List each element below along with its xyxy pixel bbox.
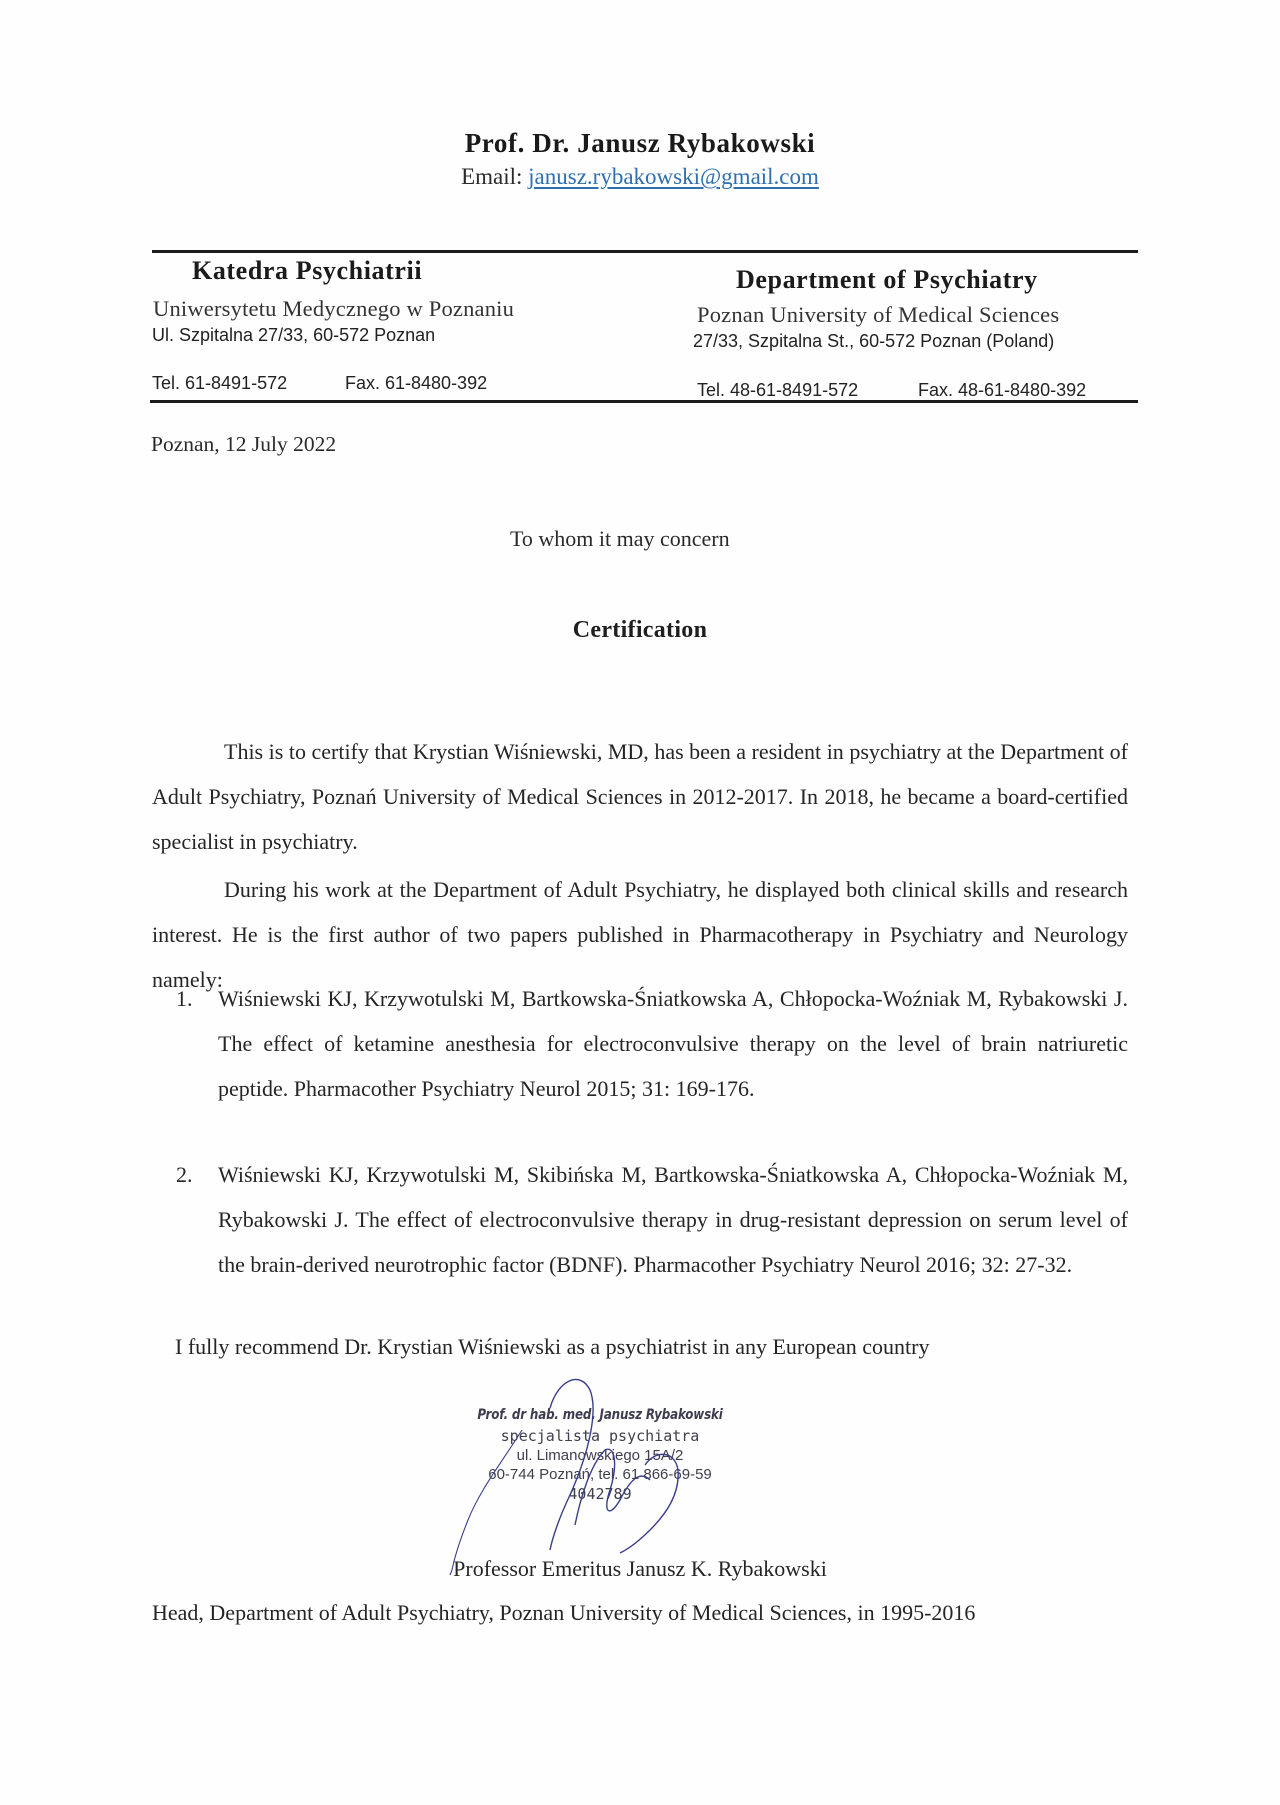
english-university: Poznan University of Medical Sciences <box>697 302 1060 327</box>
letterhead-email-line <box>0 164 1280 190</box>
email-link[interactable]: janusz.rybakowski@gmail.com <box>528 164 819 189</box>
letter-date: Poznan, 12 July 2022 <box>151 432 337 456</box>
header-rule-bottom <box>150 400 1138 403</box>
english-address: 27/33, Szpitalna St., 60-572 Poznan (Poland) <box>693 331 1055 351</box>
certification-title: Certification <box>572 617 708 643</box>
polish-fax: Fax. 61-8480-392 <box>345 373 488 393</box>
reference-number: 2. <box>176 1162 193 1187</box>
reference-list <box>152 976 1128 1287</box>
stamp-name: Prof. dr hab. med. Janusz Rybakowski <box>477 1407 723 1423</box>
reference-item <box>152 1152 1128 1287</box>
paragraph-residency: This is to certify that Krystian Wiśniewski, MD, has been a resident in psychiatry at the Department of Adult Psychiatry, Poznań University of Medical Sciences in 2012-2017. In 2018, he became a board-certified specialist in psychiatry. <box>152 739 1128 854</box>
english-dept-title: Department of Psychiatry <box>736 265 1038 294</box>
recommendation: I fully recommend Dr. Krystian Wiśniewski as a psychiatrist in any European country <box>175 1334 930 1359</box>
email-label: Email: <box>461 164 529 189</box>
polish-university: Uniwersytetu Medycznego w Poznaniu <box>153 296 515 321</box>
english-fax: Fax. 48-61-8480-392 <box>918 380 1087 400</box>
english-phone: Tel. 48-61-8491-572 <box>697 380 859 400</box>
polish-dept-title: Katedra Psychiatrii <box>192 256 423 285</box>
salutation: To whom it may concern <box>510 526 730 551</box>
polish-address: Ul. Szpitalna 27/33, 60-572 Poznan <box>152 325 436 345</box>
stamp-license-number: 4042789 <box>568 1485 632 1503</box>
signer-name: Professor Emeritus Janusz K. Rybakowski <box>453 1556 827 1581</box>
reference-text: Wiśniewski KJ, Krzywotulski M, Bartkowska-Śniatkowska A, Chłopocka-Woźniak M, Rybakowski J. The effect of ketamine anesthesia for electroconvulsive therapy on the level of brain natriuretic peptide. Pharmacother Psychiatry Neurol 2015; 31: 169-176. <box>218 986 1128 1101</box>
stamp-street: ul. Limanowskiego 15A/2 <box>516 1447 684 1464</box>
header-rule-top <box>152 250 1138 253</box>
stamp-specialty: specjalista psychiatra <box>500 1427 700 1445</box>
paragraph-research: During his work at the Department of Adult Psychiatry, he displayed both clinical skills and research interest. He is the first author of two papers published in Pharmacotherapy in Psychiatry and Neurology namely: <box>152 877 1128 992</box>
reference-item <box>152 976 1128 1152</box>
polish-phone: Tel. 61-8491-572 <box>152 373 288 393</box>
reference-text: Wiśniewski KJ, Krzywotulski M, Skibińska M, Bartkowska-Śniatkowska A, Chłopocka-Woźniak M, Rybakowski J. The effect of electroconvulsive therapy in drug-resistant depression on serum level of the brain-derived neurotrophic factor (BDNF). Pharmacother Psychiatry Neurol 2016; 32: 27-32. <box>218 1162 1128 1277</box>
stamp-city-phone: 60-744 Poznań, tel. 61 866-69-59 <box>488 1466 712 1483</box>
official-stamp <box>440 1405 760 1504</box>
reference-number: 1. <box>176 986 193 1011</box>
letterhead-name: Prof. Dr. Janusz Rybakowski <box>464 128 816 158</box>
signer-role: Head, Department of Adult Psychiatry, Poznan University of Medical Sciences, in 1995-2016 <box>152 1600 976 1625</box>
